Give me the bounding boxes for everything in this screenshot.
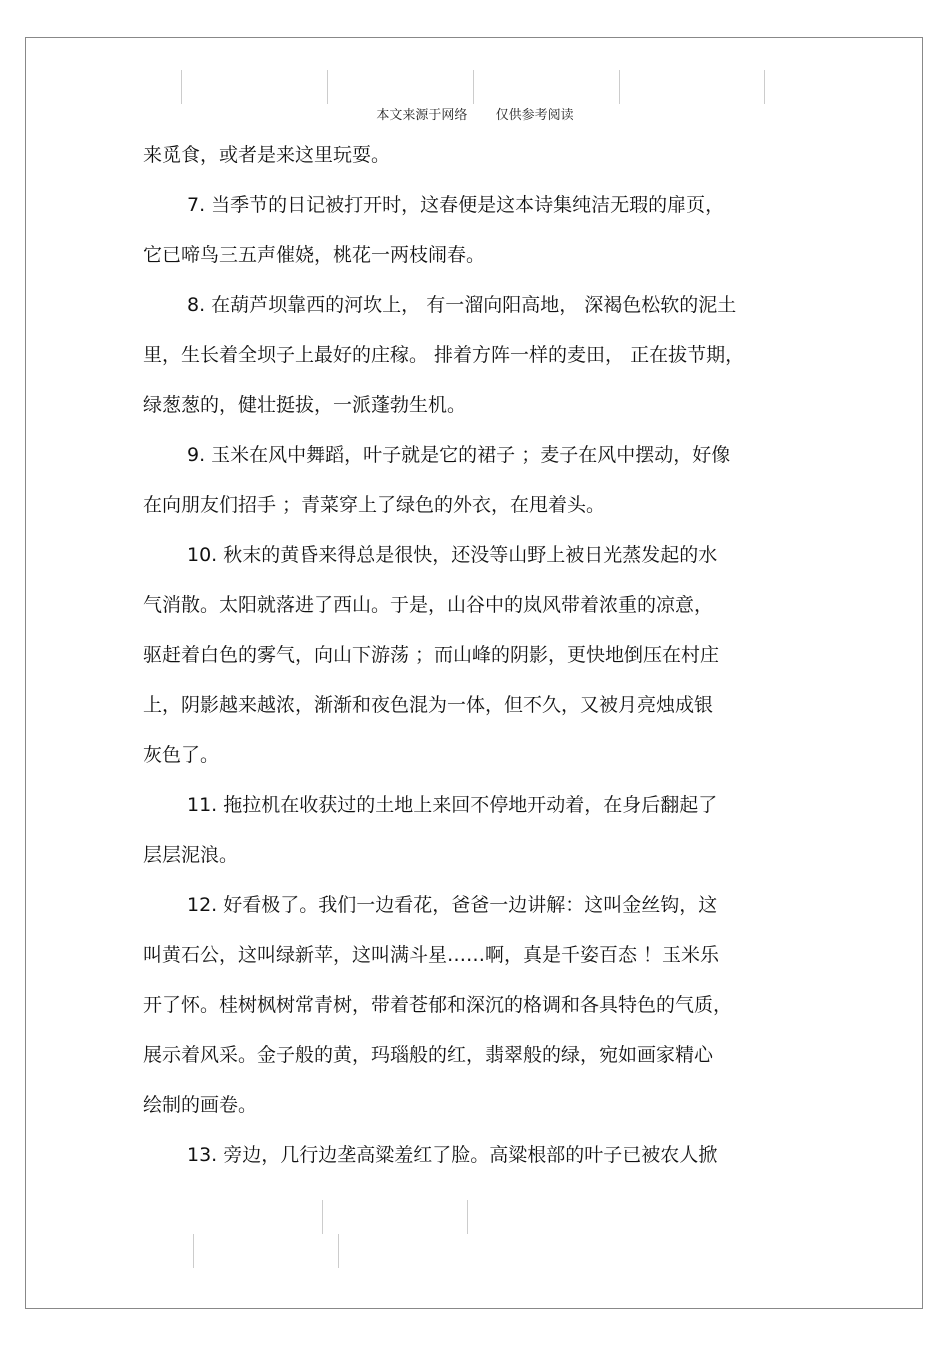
text-line: 来觅食，或者是来这里玩耍。 — [143, 144, 391, 166]
text-line: 绘制的画卷。 — [143, 1094, 258, 1116]
text-line: 上，阴影越来越浓，渐渐和夜色混为一体，但不久，又被月亮烛成银 — [143, 694, 714, 716]
text-line: 在向朋友们招手 ；青菜穿上了绿色的外衣，在甩着头。 — [143, 494, 606, 516]
text-line: 绿葱葱的，健壮挺拔，一派蓬勃生机。 — [143, 394, 467, 416]
text-line: 叫黄石公，这叫绿新苹，这叫满斗星……啊，真是千姿百态 ！玉米乐 — [143, 944, 720, 966]
text-line: 12. 好看极了。我们一边看花，爸爸一边讲解：这叫金丝钩，这 — [187, 894, 718, 916]
bottom-rule-mark — [338, 1234, 339, 1268]
text-line: 展示着风采。金子般的黄，玛瑙般的红，翡翠般的绿，宛如画家精心 — [143, 1044, 714, 1066]
page-header — [0, 104, 950, 123]
header-source-note: 本文来源于网络 — [376, 108, 468, 123]
text-line: 13. 旁边，几行边垄高粱羞红了脸。高粱根部的叶子已被农人掀 — [187, 1144, 718, 1166]
header-reference-note: 仅供参考阅读 — [495, 108, 574, 123]
text-line: 层层泥浪。 — [143, 844, 239, 866]
text-line: 它已啼鸟三五声催娆，桃花一两枝闹春。 — [143, 244, 486, 266]
text-line: 11. 拖拉机在收获过的土地上来回不停地开动着，在身后翻起了 — [187, 794, 718, 816]
text-line: 开了怀。桂树枫树常青树，带着苍郁和深沉的格调和各具特色的气质， — [143, 994, 733, 1016]
text-line: 9. 玉米在风中舞蹈，叶子就是它的裙子 ；麦子在风中摆动，好像 — [187, 444, 731, 466]
bottom-rule-mark — [193, 1234, 194, 1268]
text-line: 10. 秋末的黄昏来得总是很快，还没等山野上被日光蒸发起的水 — [187, 544, 718, 566]
top-rule-mark — [181, 70, 182, 104]
text-line: 驱赶着白色的雾气，向山下游荡 ；而山峰的阴影，更快地倒压在村庄 — [143, 644, 720, 666]
text-line: 灰色了。 — [143, 744, 220, 766]
text-line: 气消散。太阳就落进了西山。于是，山谷中的岚风带着浓重的凉意， — [143, 594, 714, 616]
top-rule-mark — [764, 70, 765, 104]
text-line: 7. 当季节的日记被打开时，这春便是这本诗集纯洁无瑕的扉页， — [187, 194, 725, 216]
bottom-rule-mark — [467, 1200, 468, 1234]
text-line: 8. 在葫芦坝靠西的河坎上， 有一溜向阳高地， 深褐色松软的泥土 — [187, 294, 737, 316]
document-body — [143, 130, 808, 1180]
text-line: 里，生长着全坝子上最好的庄稼。 排着方阵一样的麦田， 正在拔节期， — [143, 344, 745, 366]
top-rule-mark — [619, 70, 620, 104]
bottom-rule-mark — [322, 1200, 323, 1234]
top-rule-mark — [327, 70, 328, 104]
top-rule-mark — [473, 70, 474, 104]
